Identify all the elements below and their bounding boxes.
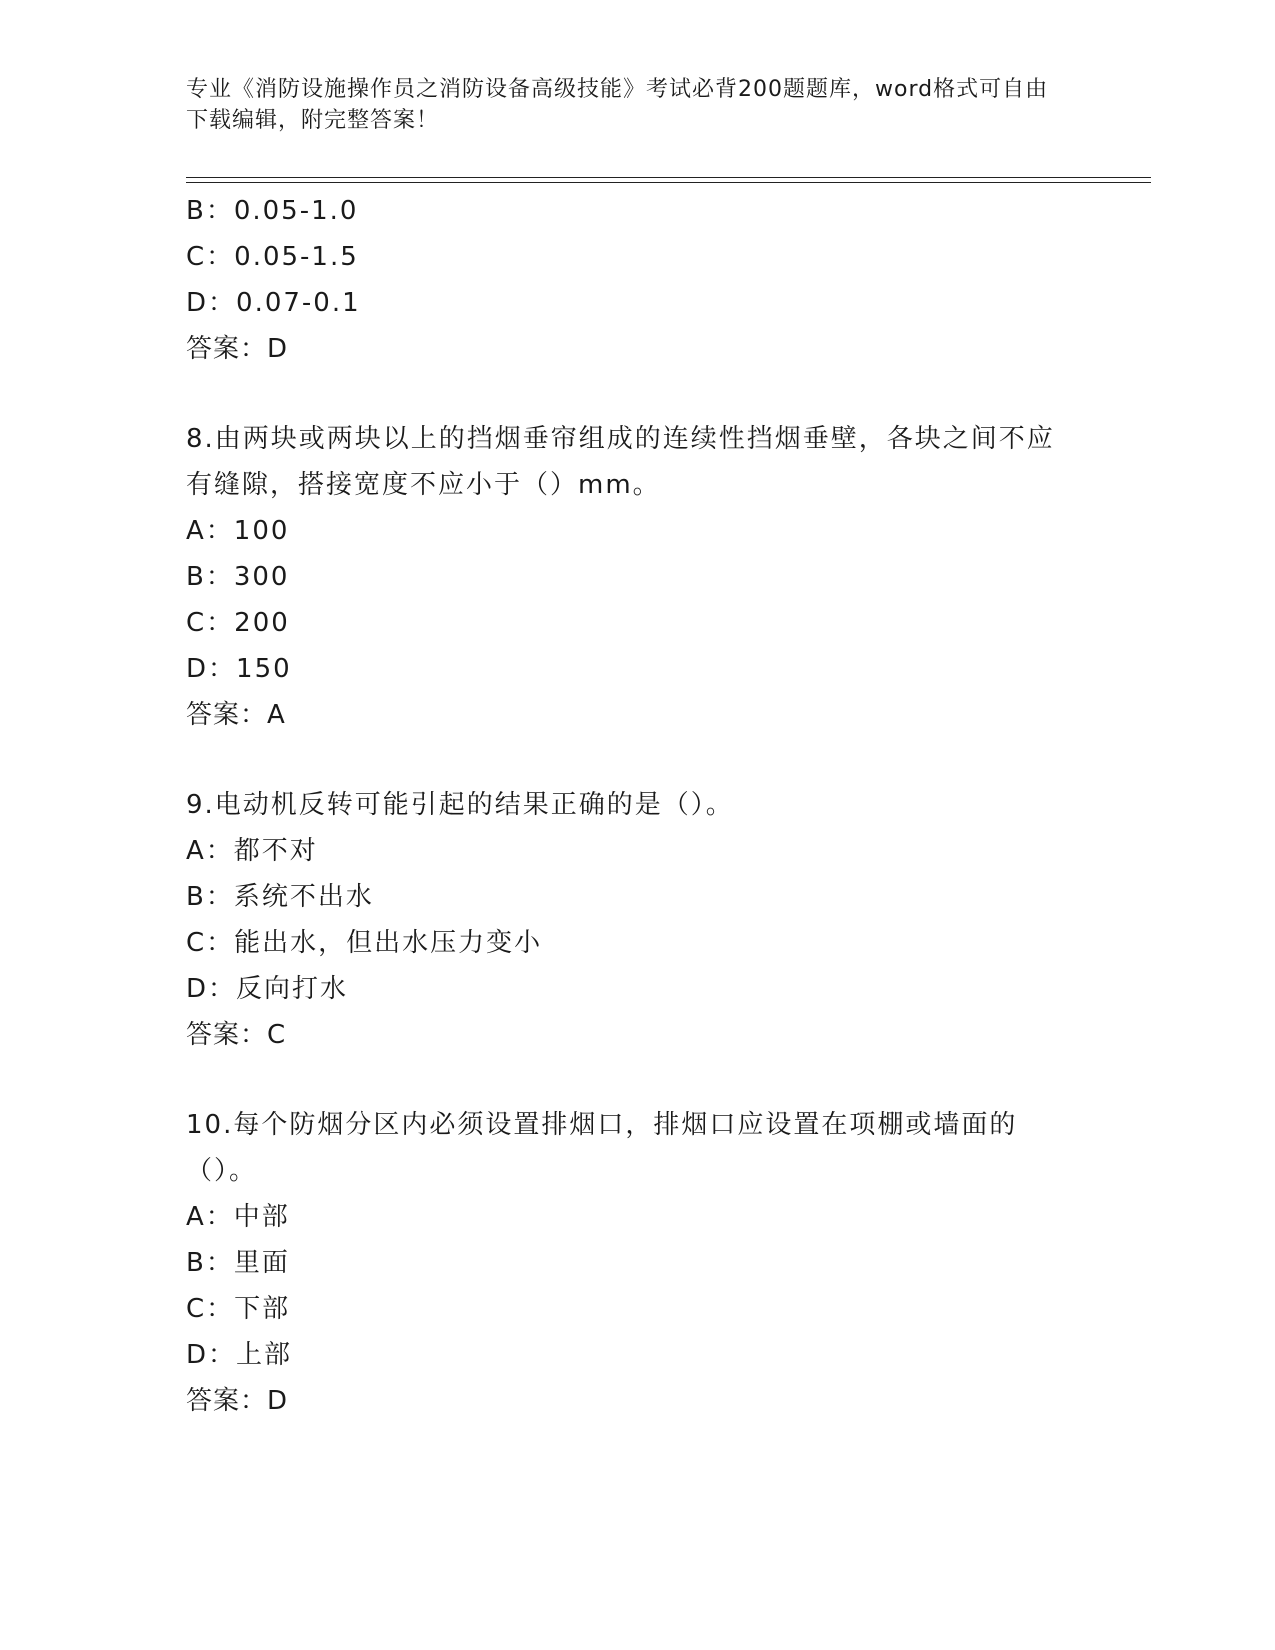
question-10 bbox=[186, 1102, 1086, 1424]
question-partial bbox=[186, 188, 1086, 372]
header-divider-top bbox=[186, 177, 1151, 178]
option-c: C：200 bbox=[186, 608, 290, 638]
answer: 答案：A bbox=[186, 700, 286, 730]
option-b: B：系统不出水 bbox=[186, 882, 374, 912]
header-title: 专业《消防设施操作员之消防设备高级技能》考试必背200题题库，word格式可自由下载编辑，附完整答案！ bbox=[186, 77, 1049, 133]
option-a: A：100 bbox=[186, 516, 290, 546]
option-b: B：300 bbox=[186, 562, 290, 592]
question-list bbox=[186, 188, 1086, 1424]
question-text: 9.电动机反转可能引起的结果正确的是（）。 bbox=[186, 790, 734, 820]
answer: 答案：C bbox=[186, 1020, 287, 1050]
option-a: A：都不对 bbox=[186, 836, 318, 866]
answer: 答案：D bbox=[186, 334, 289, 364]
option-c: C：0.05-1.5 bbox=[186, 242, 359, 272]
header-divider-bottom bbox=[186, 182, 1151, 183]
answer: 答案：D bbox=[186, 1386, 289, 1416]
option-a: A：中部 bbox=[186, 1202, 290, 1232]
option-d: D：反向打水 bbox=[186, 974, 349, 1004]
question-9 bbox=[186, 782, 1086, 1058]
option-b: B：里面 bbox=[186, 1248, 290, 1278]
question-text: 8.由两块或两块以上的挡烟垂帘组成的连续性挡烟垂壁，各块之间不应有缝隙，搭接宽度不应小于（）mm。 bbox=[186, 424, 1055, 500]
option-b: B：0.05-1.0 bbox=[186, 196, 359, 226]
option-d: D：上部 bbox=[186, 1340, 293, 1370]
option-d: D：0.07-0.1 bbox=[186, 288, 361, 318]
question-text: 10.每个防烟分区内必须设置排烟口，排烟口应设置在项棚或墙面的（）。 bbox=[186, 1110, 1018, 1186]
option-c: C：能出水，但出水压力变小 bbox=[186, 928, 543, 958]
option-c: C：下部 bbox=[186, 1294, 291, 1324]
document-header bbox=[186, 74, 1066, 136]
option-d: D：150 bbox=[186, 654, 292, 684]
question-8 bbox=[186, 416, 1086, 738]
